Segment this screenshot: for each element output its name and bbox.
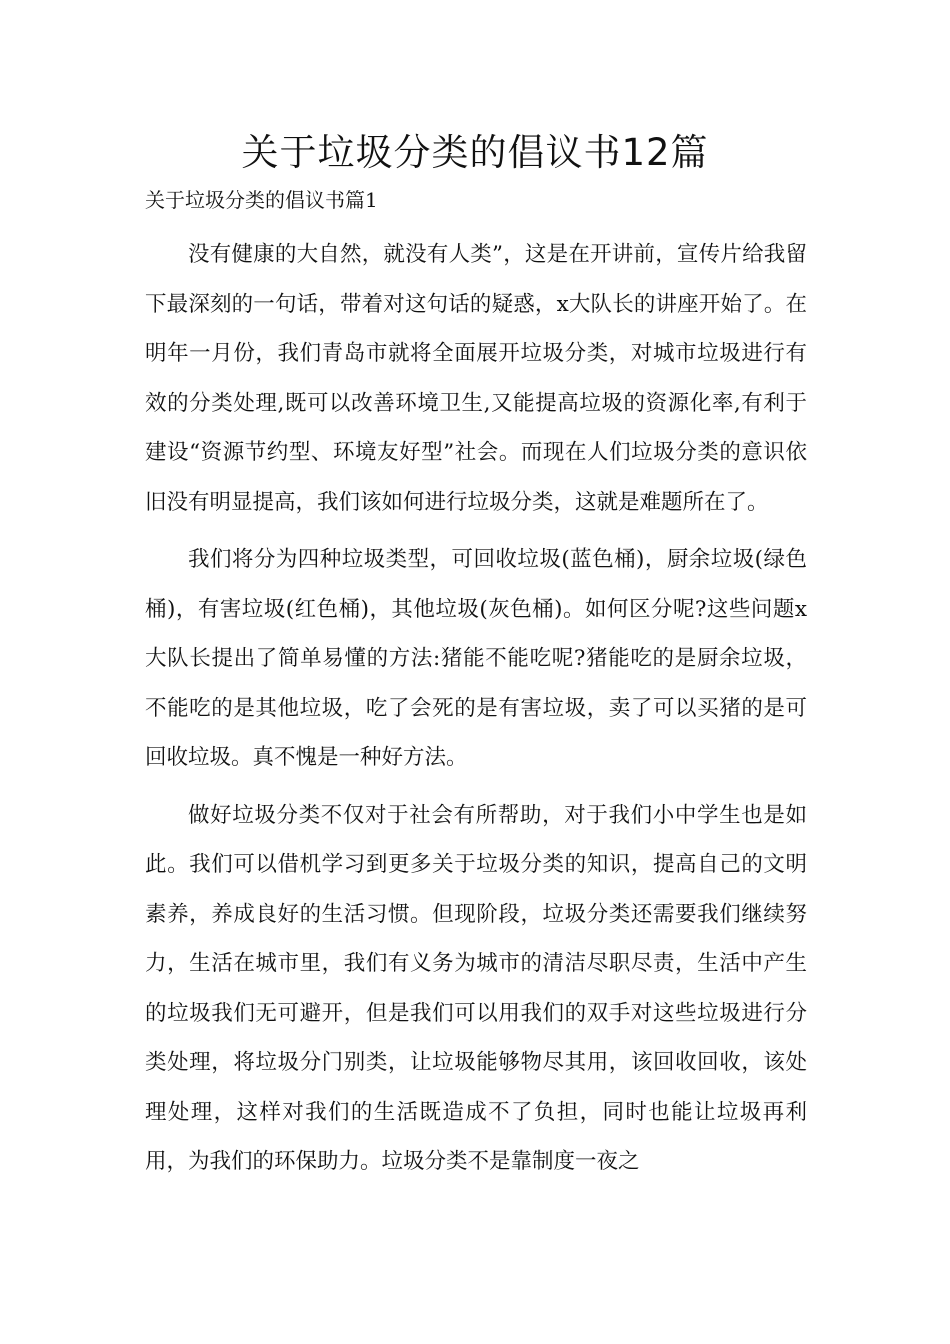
document-title: 关于垃圾分类的倡议书12篇 (241, 131, 709, 174)
paragraph-1: 没有健康的大自然，就没有人类”，这是在开讲前，宣传片给我留下最深刻的一句话，带着对这句话的疑惑，x大队长的讲座开始了。在明年一月份，我们青岛市就将全面展开垃圾分类，对城市垃圾进行有效的分类处理,既可以改善环境卫生,又能提高垃圾的资源化率,有利于建设“资源节约型、环境友好型”社会。而现在人们垃圾分类的意识依旧没有明显提高，我们该如何进行垃圾分类，这就是难题所在了。 (145, 242, 807, 515)
paragraph-2: 我们将分为四种垃圾类型，可回收垃圾(蓝色桶)，厨余垃圾(绿色桶)，有害垃圾(红色桶)，其他垃圾(灰色桶)。如何区分呢?这些问题x大队长提出了简单易懂的方法:猪能不能吃呢?猪能吃的是厨余垃圾，不能吃的是其他垃圾，吃了会死的是有害垃圾，卖了可以买猪的是可回收垃圾。真不愧是一种好方法。 (145, 547, 807, 770)
section-heading: 关于垃圾分类的倡议书篇1 (145, 188, 378, 212)
paragraph-3: 做好垃圾分类不仅对于社会有所帮助，对于我们小中学生也是如此。我们可以借机学习到更多关于垃圾分类的知识，提高自己的文明素养，养成良好的生活习惯。但现阶段，垃圾分类还需要我们继续努力，生活在城市里，我们有义务为城市的清洁尽职尽责，生活中产生的垃圾我们无可避开，但是我们可以用我们的双手对这些垃圾进行分类处理，将垃圾分门别类，让垃圾能够物尽其用，该回收回收，该处理处理，这样对我们的生活既造成不了负担，同时也能让垃圾再利用，为我们的环保助力。垃圾分类不是靠制度一夜之 (145, 802, 807, 1174)
document-body (145, 230, 807, 1195)
